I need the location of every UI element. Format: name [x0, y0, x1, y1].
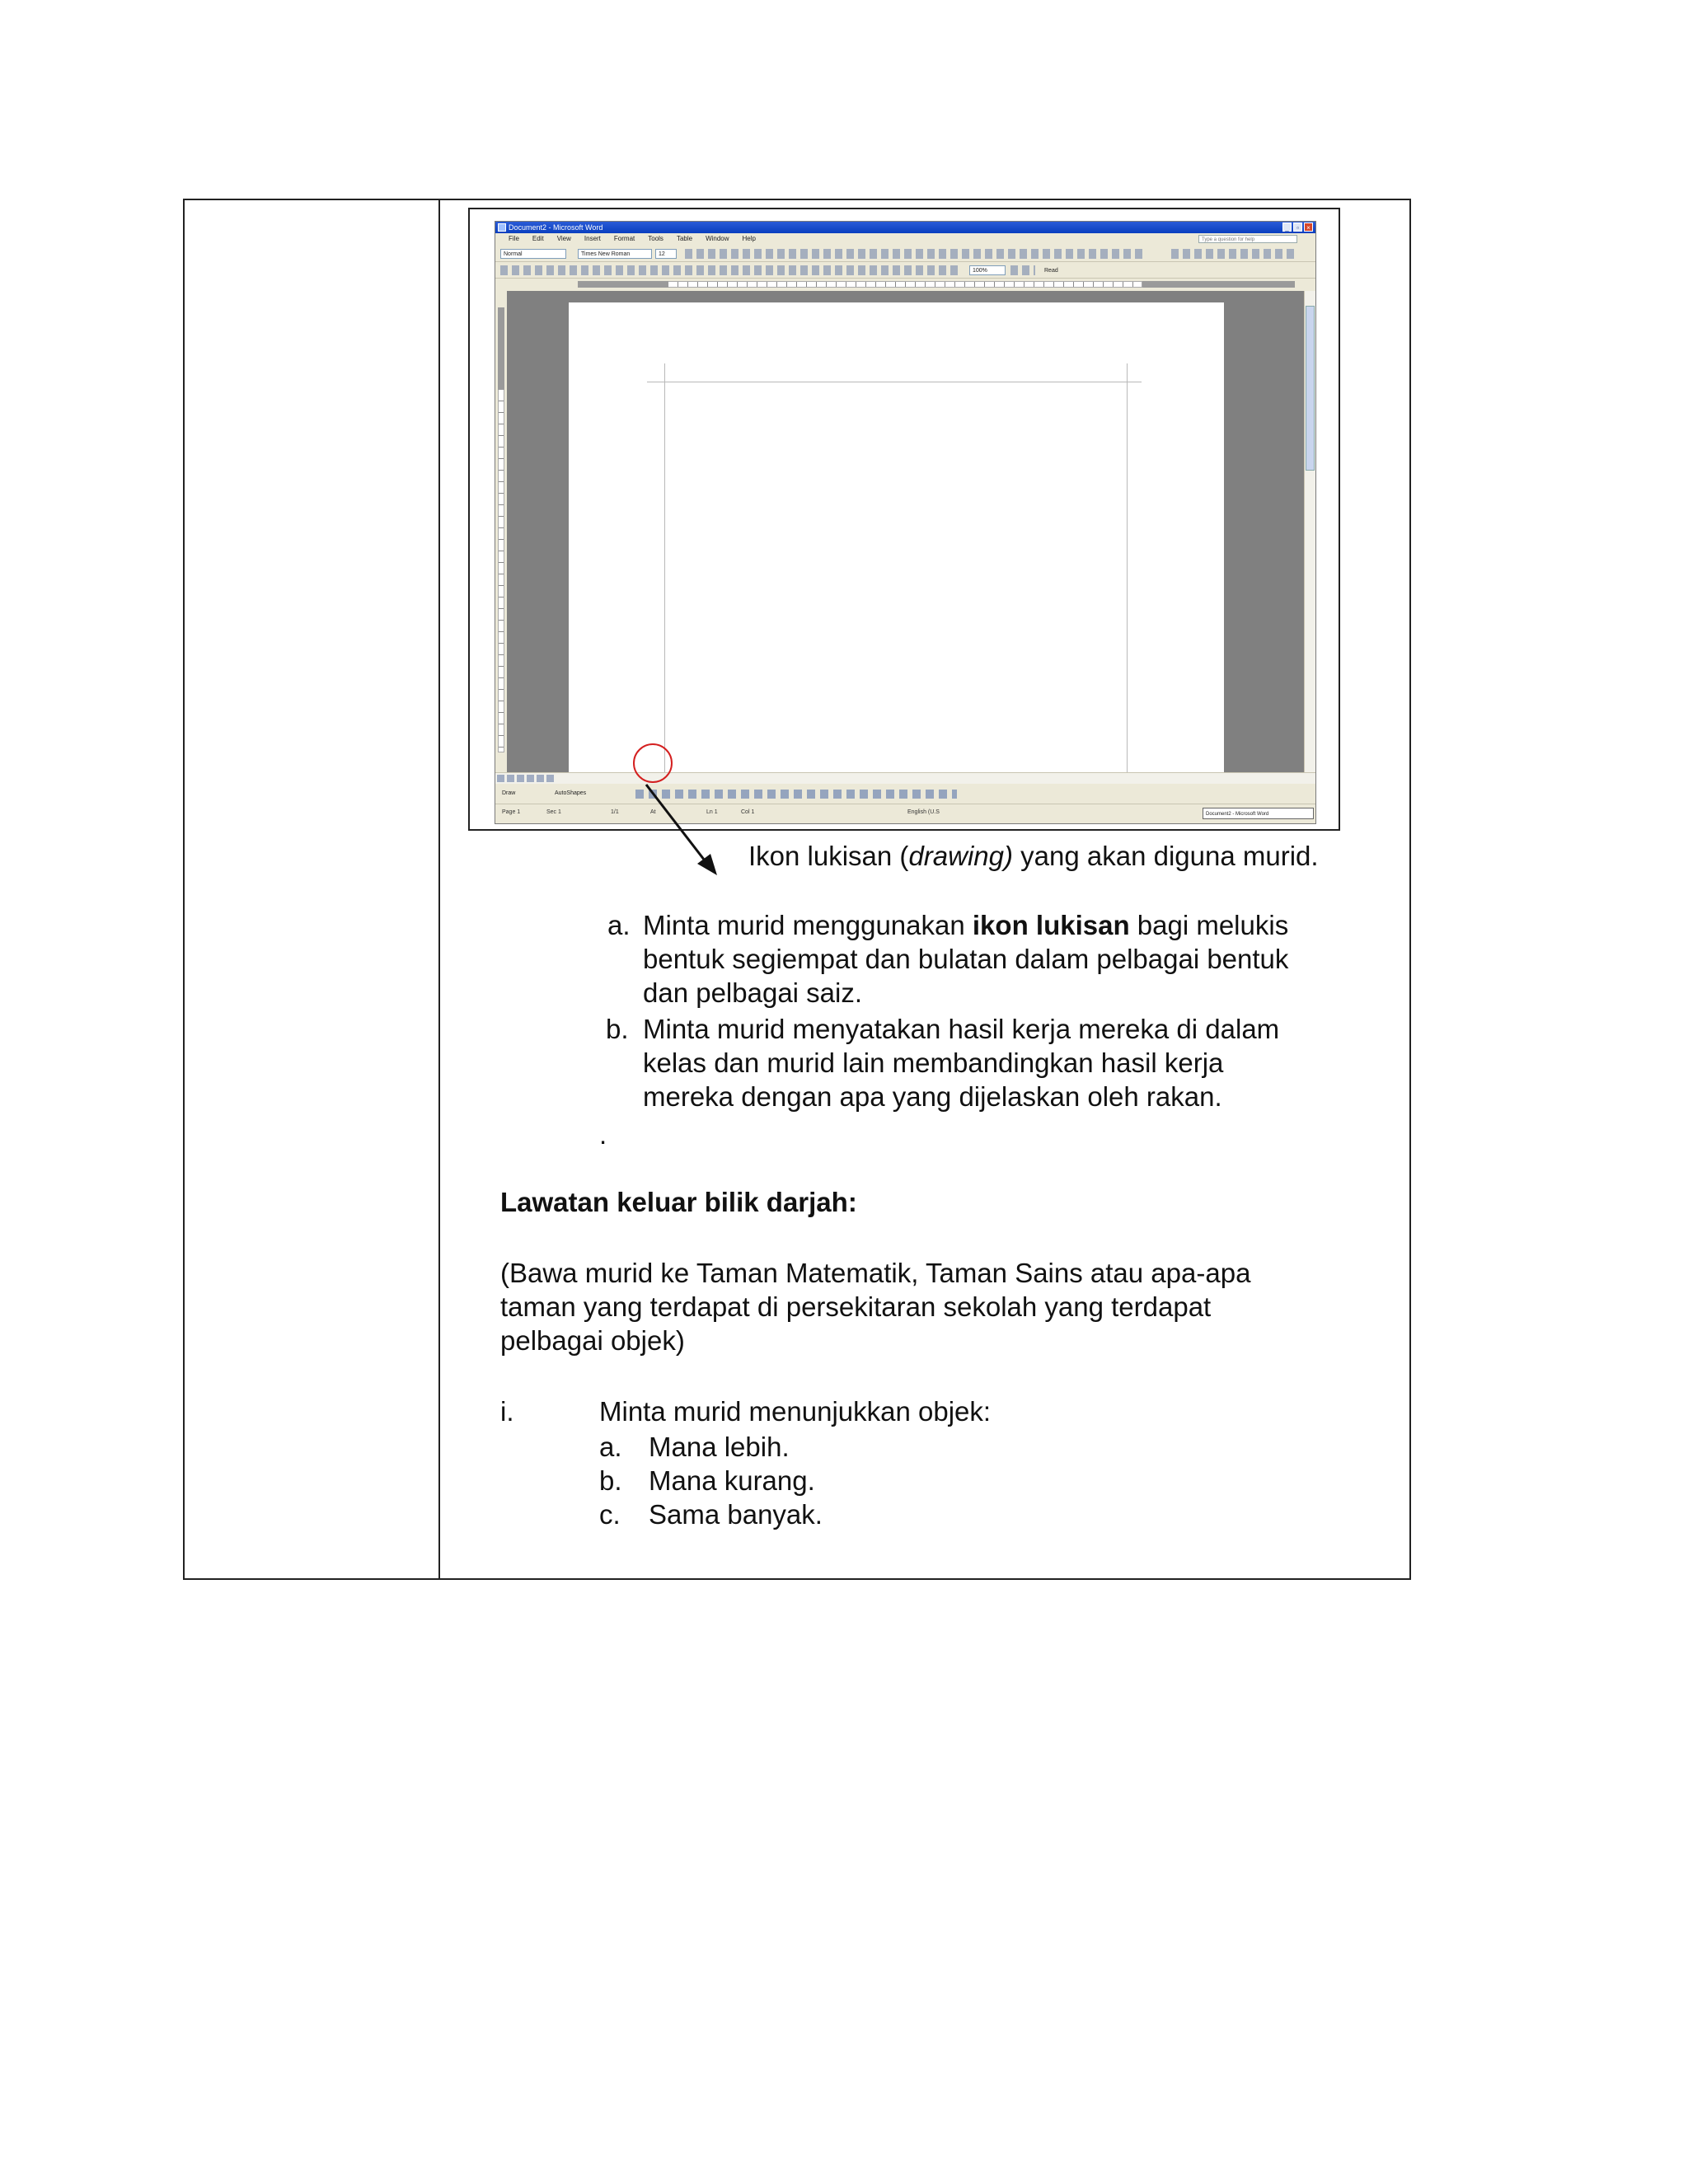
- caption-suffix: yang akan diguna murid.: [1013, 841, 1319, 871]
- standard-toolbar: [495, 262, 1315, 279]
- horizontal-ruler: [495, 279, 1315, 289]
- standard-buttons[interactable]: [500, 265, 962, 275]
- menu-bar: [495, 233, 1315, 245]
- vertical-scrollbar[interactable]: [1304, 291, 1315, 772]
- step-b-line3: mereka dengan apa yang dijelaskan oleh rakan.: [643, 1081, 1222, 1112]
- note-line-1: (Bawa murid ke Taman Matematik, Taman Sains atau apa-apa: [500, 1258, 1251, 1288]
- read-button[interactable]: Read: [1041, 265, 1074, 275]
- step-b-letter: b.: [606, 1014, 629, 1044]
- word-app-icon: [498, 223, 506, 232]
- callout-circle: [633, 743, 673, 783]
- status-language: English (U.S: [907, 809, 940, 815]
- word-screenshot: [468, 208, 1340, 831]
- draw-menu-button[interactable]: Draw: [502, 790, 516, 796]
- font-select[interactable]: Times New Roman: [578, 249, 652, 259]
- title-bar: [495, 222, 1315, 233]
- subitem-b-letter: b.: [599, 1465, 622, 1496]
- document-page[interactable]: [569, 302, 1224, 780]
- section-heading: Lawatan keluar bilik darjah:: [500, 1187, 857, 1217]
- step-a-line3: dan pelbagai saiz.: [643, 977, 863, 1008]
- menu-view[interactable]: View: [556, 235, 571, 242]
- formatting-buttons[interactable]: [685, 249, 1146, 259]
- help-buttons[interactable]: [1010, 265, 1035, 275]
- menu-insert[interactable]: Insert: [584, 235, 601, 242]
- horizontal-scrollbar[interactable]: [495, 772, 1315, 784]
- view-buttons[interactable]: [497, 775, 555, 782]
- step-a-bold: ikon lukisan: [972, 910, 1130, 940]
- step-a-letter: a.: [607, 910, 631, 940]
- arrow-icon: [643, 783, 725, 882]
- status-line: Ln 1: [706, 809, 718, 815]
- maximize-icon[interactable]: ▫: [1293, 223, 1302, 232]
- menu-window[interactable]: Window: [706, 235, 729, 242]
- step-a-line1: [643, 908, 1288, 942]
- menu-table[interactable]: Table: [676, 235, 693, 242]
- stray-dot: .: [599, 1119, 607, 1150]
- caption-italic: drawing): [908, 841, 1013, 871]
- minimize-icon[interactable]: _: [1282, 223, 1292, 232]
- status-pages: 1/1: [611, 809, 619, 815]
- step-b-line1: Minta murid menyatakan hasil kerja mereka di dalam: [643, 1014, 1280, 1044]
- menu-tools[interactable]: Tools: [648, 235, 663, 242]
- item-text: Minta murid menunjukkan objek:: [599, 1396, 992, 1427]
- vertical-ruler: [495, 291, 507, 772]
- step-a-line2: bentuk segiempat dan bulatan dalam pelbagai bentuk: [643, 944, 1289, 974]
- step-a-text: Minta murid menggunakan: [643, 910, 973, 940]
- window-title: Document2 - Microsoft Word: [509, 223, 603, 232]
- note-line-3: pelbagai objek): [500, 1325, 685, 1356]
- caption-prefix: Ikon lukisan (: [748, 841, 909, 871]
- status-section: Sec 1: [546, 809, 561, 815]
- subitem-b-text: Mana kurang.: [649, 1465, 815, 1496]
- font-size-select[interactable]: 12: [655, 249, 677, 259]
- close-icon[interactable]: ×: [1304, 223, 1313, 232]
- style-select[interactable]: Normal: [500, 249, 566, 259]
- status-column: Col 1: [741, 809, 755, 815]
- status-bar: [495, 804, 1315, 823]
- subitem-c-text: Sama banyak.: [649, 1499, 823, 1530]
- note-line-2: taman yang terdapat di persekitaran sekolah yang terdapat: [500, 1291, 1212, 1322]
- menu-edit[interactable]: Edit: [532, 235, 544, 242]
- drawing-toolbar: [495, 784, 1315, 804]
- subitem-a-letter: a.: [599, 1432, 622, 1462]
- subitem-c-letter: c.: [599, 1499, 621, 1530]
- menu-format[interactable]: Format: [613, 235, 635, 242]
- taskbar-button[interactable]: Document2 - Microsoft Word: [1203, 808, 1314, 819]
- status-page: Page 1: [502, 809, 521, 815]
- zoom-select[interactable]: 100%: [969, 265, 1006, 275]
- autoshapes-button[interactable]: AutoShapes: [555, 790, 587, 796]
- word-window: [495, 221, 1316, 824]
- step-b-line2: kelas dan murid lain membandingkan hasil kerja: [643, 1047, 1224, 1078]
- drawing-line-buttons[interactable]: [1171, 249, 1295, 259]
- status-at: At: [650, 809, 656, 815]
- step-a-text-end: bagi melukis: [1129, 910, 1289, 940]
- menu-help[interactable]: Help: [742, 235, 756, 242]
- menu-file[interactable]: File: [509, 235, 519, 242]
- document-area: [507, 291, 1304, 772]
- formatting-toolbar: [495, 246, 1315, 262]
- table-left-cell: [183, 199, 438, 1580]
- caption: [748, 839, 1319, 873]
- ask-question-input[interactable]: Type a question for help: [1198, 235, 1297, 243]
- item-numeral: i.: [500, 1396, 514, 1427]
- subitem-a-text: Mana lebih.: [649, 1432, 790, 1462]
